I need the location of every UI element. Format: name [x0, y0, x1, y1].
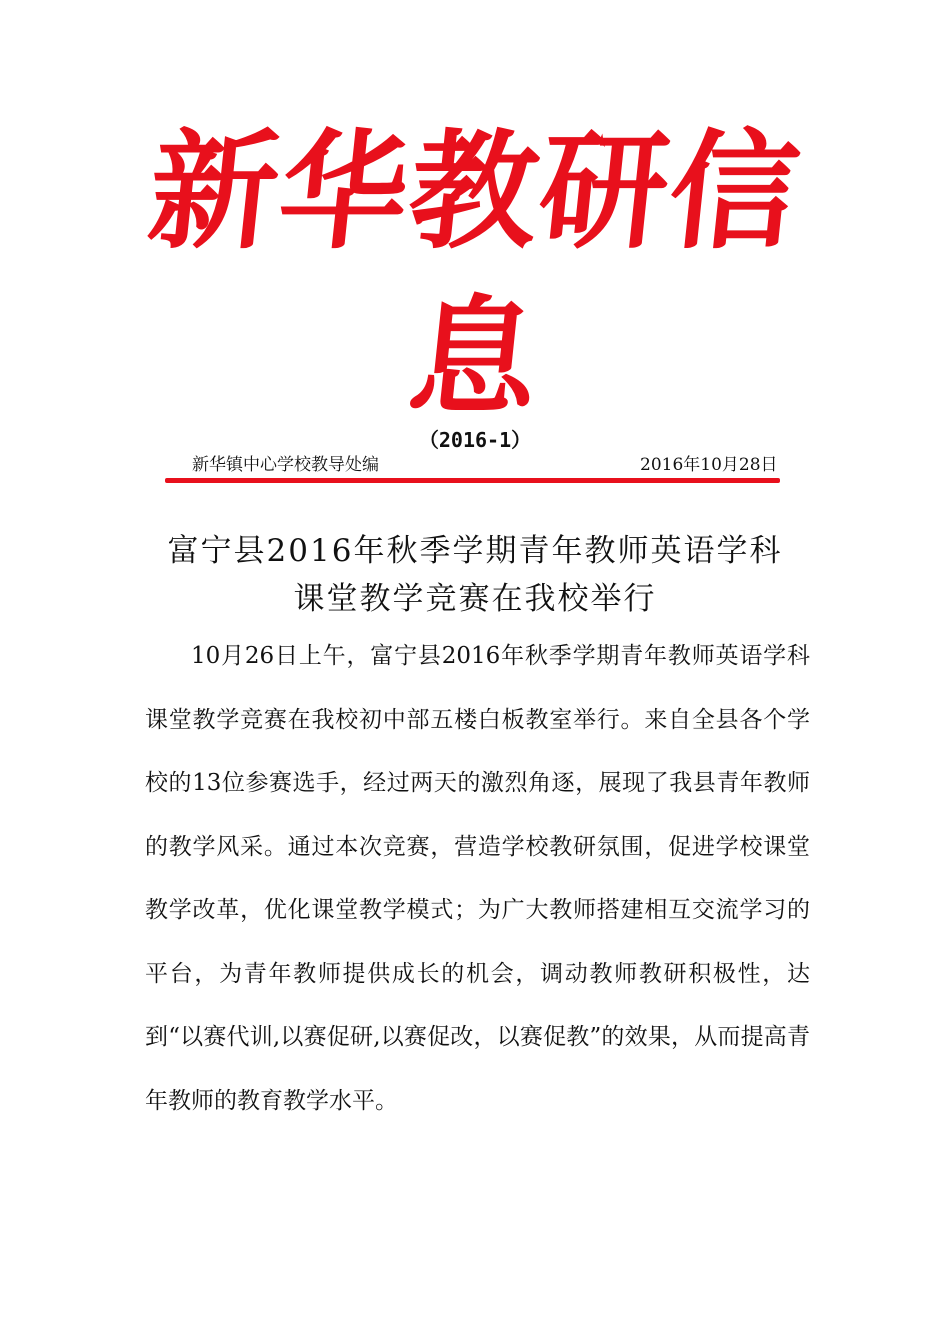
publication-date: 2016年10月28日: [640, 455, 778, 475]
article-title: [0, 527, 950, 623]
article-title-line1: 富宁县2016年秋季学期青年教师英语学科: [167, 533, 783, 569]
masthead-title-line1: 新华教研信: [142, 117, 808, 267]
publisher-label: 新华镇中心学校教导处编: [192, 455, 379, 475]
issue-number: （2016-1）: [418, 428, 532, 452]
article-body: 10月26日上午，富宁县2016年秋季学期青年教师英语学科课堂教学竞赛在我校初中部五楼白板教室举行。来自全县各个学校的13位参赛选手，经过两天的激烈角逐，展现了我县青年教师的教学风采。通过本次竞赛，营造学校教研氛围，促进学校课堂教学改革，优化课堂教学模式；为广大教师搭建相互交流学习的平台，为青年教师提供成长的机会，调动教师教研积极性，达到“以赛代训,以赛促研,以赛促改，以赛促教”的效果，从而提高青年教师的教育教学水平。: [145, 643, 810, 1114]
header-divider: [165, 478, 780, 483]
article-title-line2: 课堂教学竞赛在我校举行: [293, 581, 657, 617]
masthead-title-line2: 息: [402, 283, 548, 433]
